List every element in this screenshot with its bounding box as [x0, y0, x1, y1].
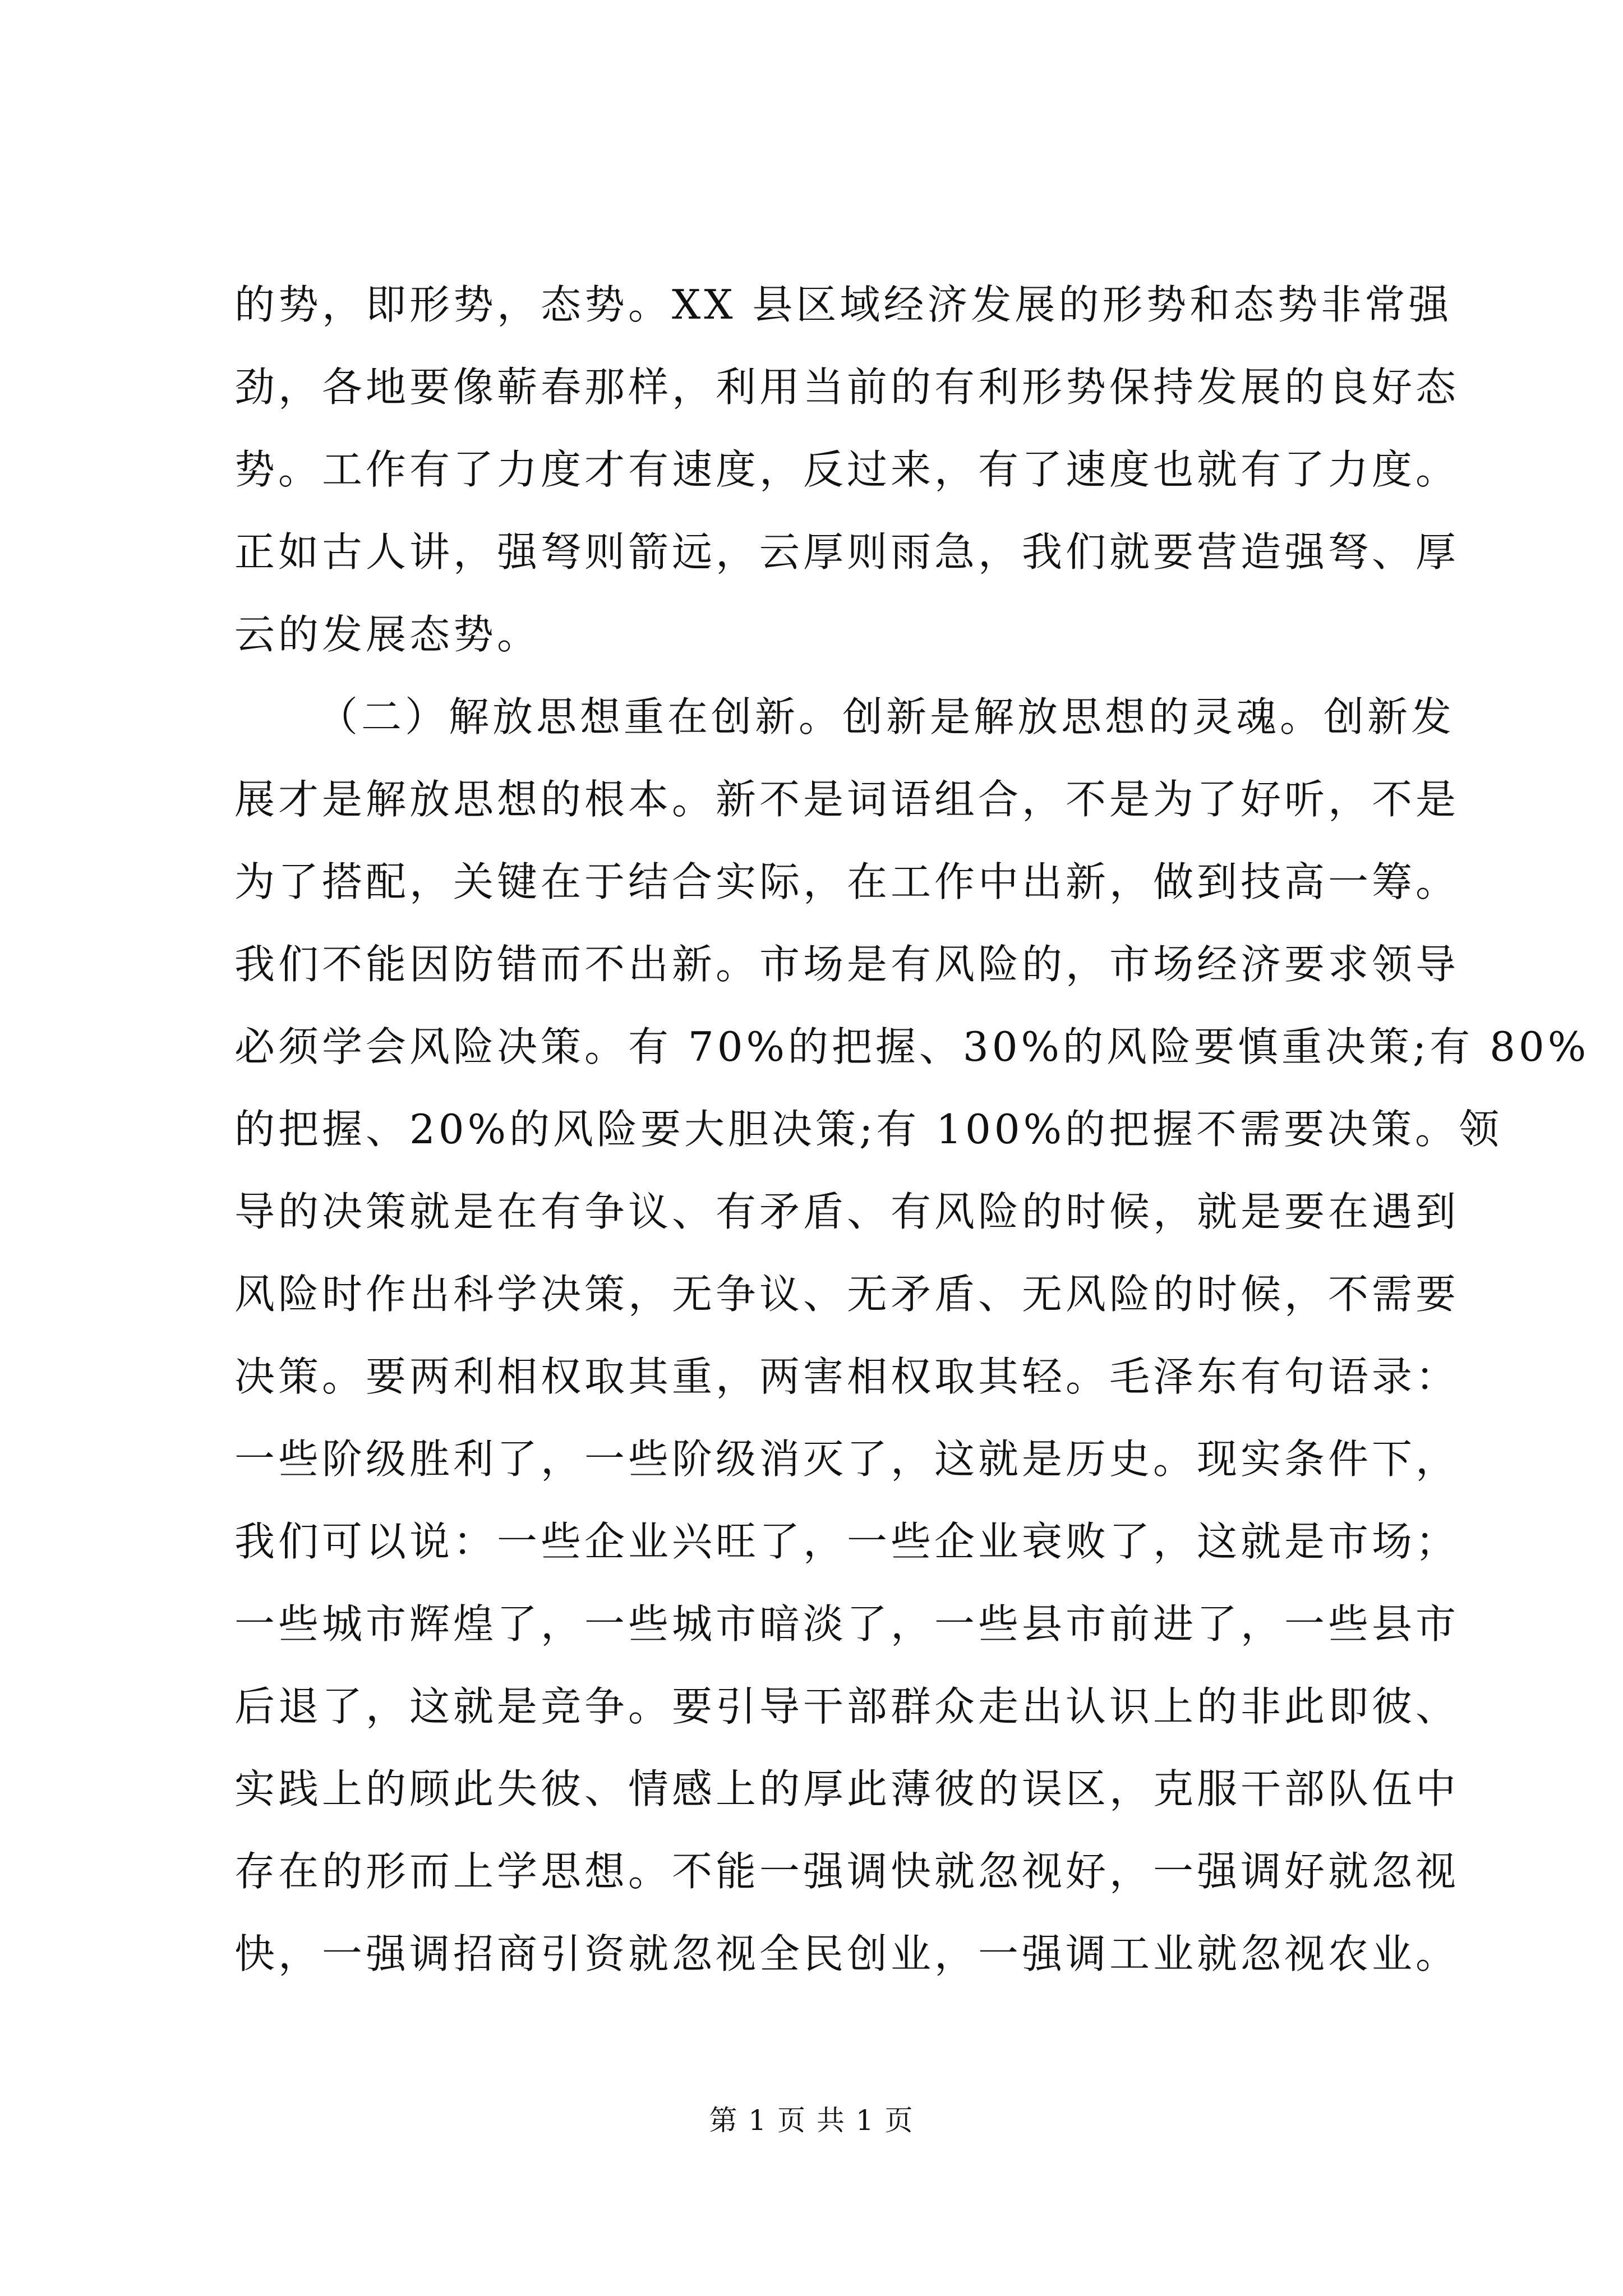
text-line: 决策。要两利相权取其重，两害相权取其轻。毛泽东有句语录：: [234, 1353, 1460, 1400]
text-line: 必须学会风险决策。有 70%的把握、30%的风险要慎重决策;有 80%: [234, 1023, 1590, 1070]
text-line: 展才是解放思想的根本。新不是词语组合，不是为了好听，不是: [234, 776, 1460, 823]
text-line: 正如古人讲，强弩则箭远，云厚则雨急，我们就要营造强弩、厚: [234, 528, 1460, 576]
text-line: 势。工作有了力度才有速度，反过来，有了速度也就有了力度。: [234, 446, 1460, 493]
text-line: 导的决策就是在有争议、有矛盾、有风险的时候，就是要在遇到: [234, 1188, 1460, 1235]
section-heading-line: （二）解放思想重在创新。创新是解放思想的灵魂。创新发: [317, 693, 1455, 740]
text-line: 一些阶级胜利了，一些阶级消灭了，这就是历史。现实条件下，: [234, 1435, 1460, 1483]
text-line: 我们不能因防错而不出新。市场是有风险的，市场经济要求领导: [234, 941, 1460, 988]
text-line: 劲，各地要像蕲春那样，利用当前的有利形势保持发展的良好态: [234, 364, 1460, 411]
document-body: [234, 264, 1590, 1995]
page-footer: 第 1 页 共 1 页: [709, 2104, 914, 2137]
text-line: 后退了，这就是竞争。要引导干部群众走出认识上的非此即彼、: [234, 1683, 1460, 1730]
text-line: 一些城市辉煌了，一些城市暗淡了，一些县市前进了，一些县市: [234, 1600, 1460, 1648]
text-line: 实践上的顾此失彼、情感上的厚此薄彼的误区，克服干部队伍中: [234, 1765, 1460, 1812]
text-line: 快，一强调招商引资就忽视全民创业，一强调工业就忽视农业。: [234, 1930, 1460, 1977]
text-line: 云的发展态势。: [234, 611, 541, 658]
text-line: 我们可以说：一些企业兴旺了，一些企业衰败了，这就是市场；: [234, 1518, 1460, 1565]
text-line: 风险时作出科学决策，无争议、无矛盾、无风险的时候，不需要: [234, 1271, 1460, 1318]
text-line: 的把握、20%的风险要大胆决策;有 100%的把握不需要决策。领: [234, 1106, 1503, 1153]
text-line: 的势，即形势，态势。XX 县区域经济发展的形势和态势非常强: [234, 281, 1453, 328]
text-line: 为了搭配，关键在于结合实际，在工作中出新，做到技高一筹。: [234, 858, 1460, 905]
text-line: 存在的形而上学思想。不能一强调快就忽视好，一强调好就忽视: [234, 1848, 1460, 1895]
